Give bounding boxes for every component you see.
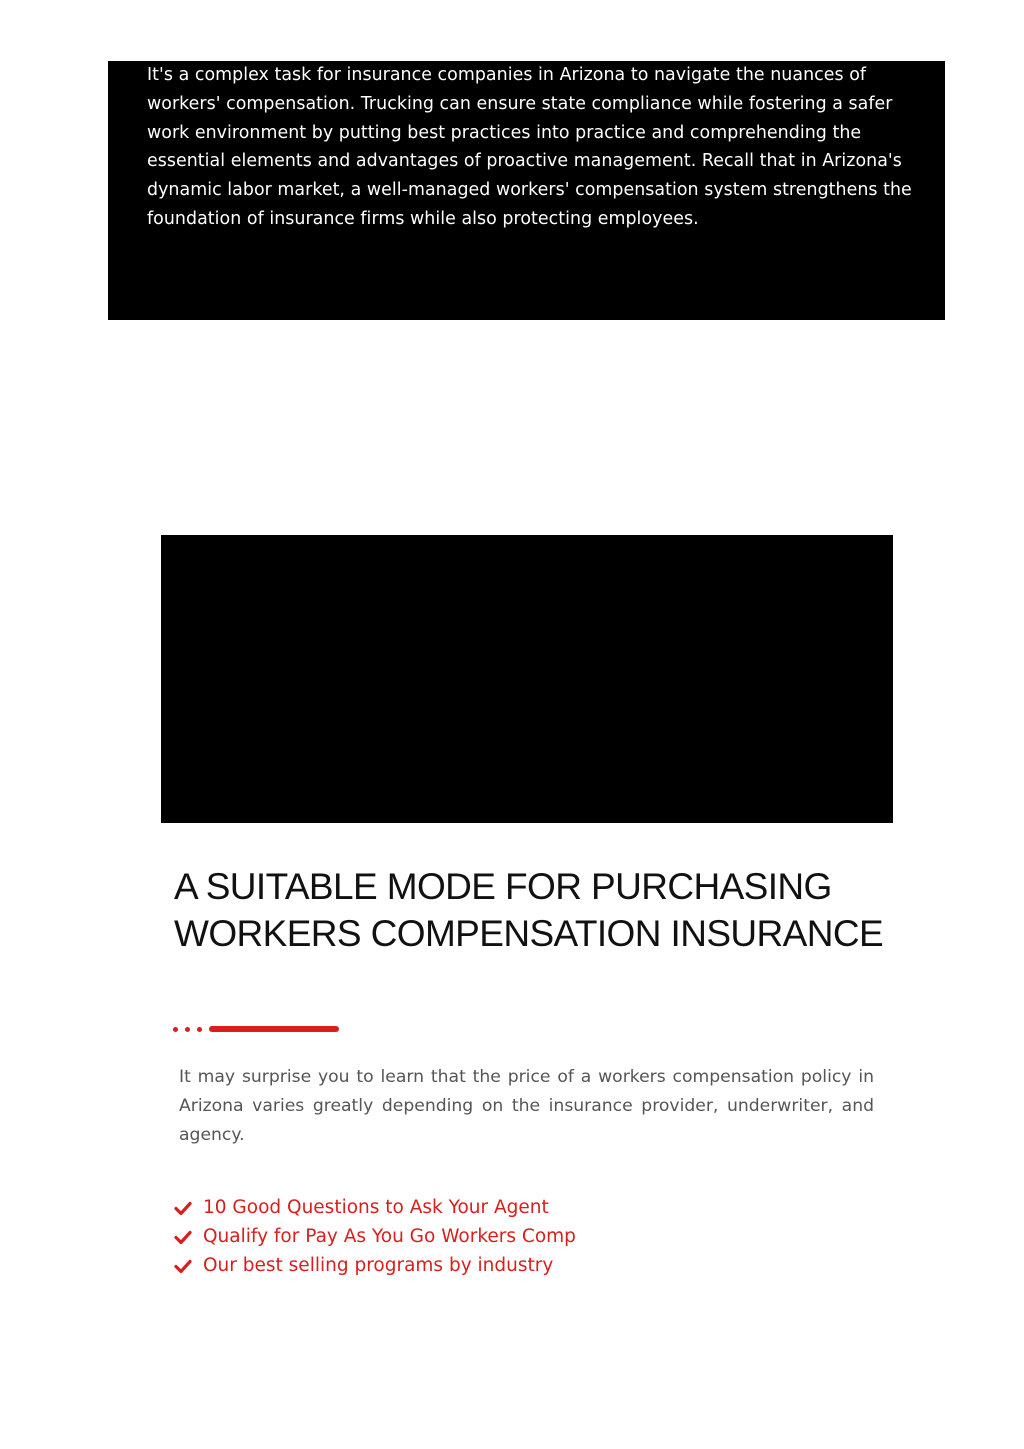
divider-dot	[173, 1027, 178, 1032]
link-best-selling-programs[interactable]: Our best selling programs by industry	[203, 1255, 554, 1276]
link-pay-as-you-go[interactable]: Qualify for Pay As You Go Workers Comp	[203, 1226, 576, 1247]
check-icon	[173, 1256, 193, 1276]
heading-divider	[173, 1025, 343, 1033]
divider-dot	[197, 1027, 202, 1032]
check-icon	[173, 1227, 193, 1247]
section-heading: A SUITABLE MODE FOR PURCHASING WORKERS COMPENSATION INSURANCE	[174, 866, 884, 954]
divider-dot	[185, 1027, 190, 1032]
link-questions-agent[interactable]: 10 Good Questions to Ask Your Agent	[203, 1197, 549, 1218]
divider-bar	[209, 1026, 339, 1032]
section-body: It may surprise you to learn that the price of a workers compensation policy in Arizona varies greatly depending on the insurance provider, underwriter, and agency.	[179, 1067, 874, 1145]
link-list	[173, 1193, 576, 1280]
list-item	[173, 1251, 576, 1280]
list-item	[173, 1222, 576, 1251]
check-icon	[173, 1198, 193, 1218]
video-placeholder[interactable]	[161, 535, 893, 823]
list-item	[173, 1193, 576, 1222]
intro-paragraph: It's a complex task for insurance companies in Arizona to navigate the nuances of workers' compensation. Trucking can ensure state compliance while fostering a safer work environment by putting best practices into practice and comprehending the essential elements and advantages of proactive management. Recall that in Arizona's dynamic labor market, a well-managed workers' compensation system strengthens the foundation of insurance firms while also protecting employees.	[147, 65, 912, 229]
intro-text-box	[108, 61, 945, 320]
